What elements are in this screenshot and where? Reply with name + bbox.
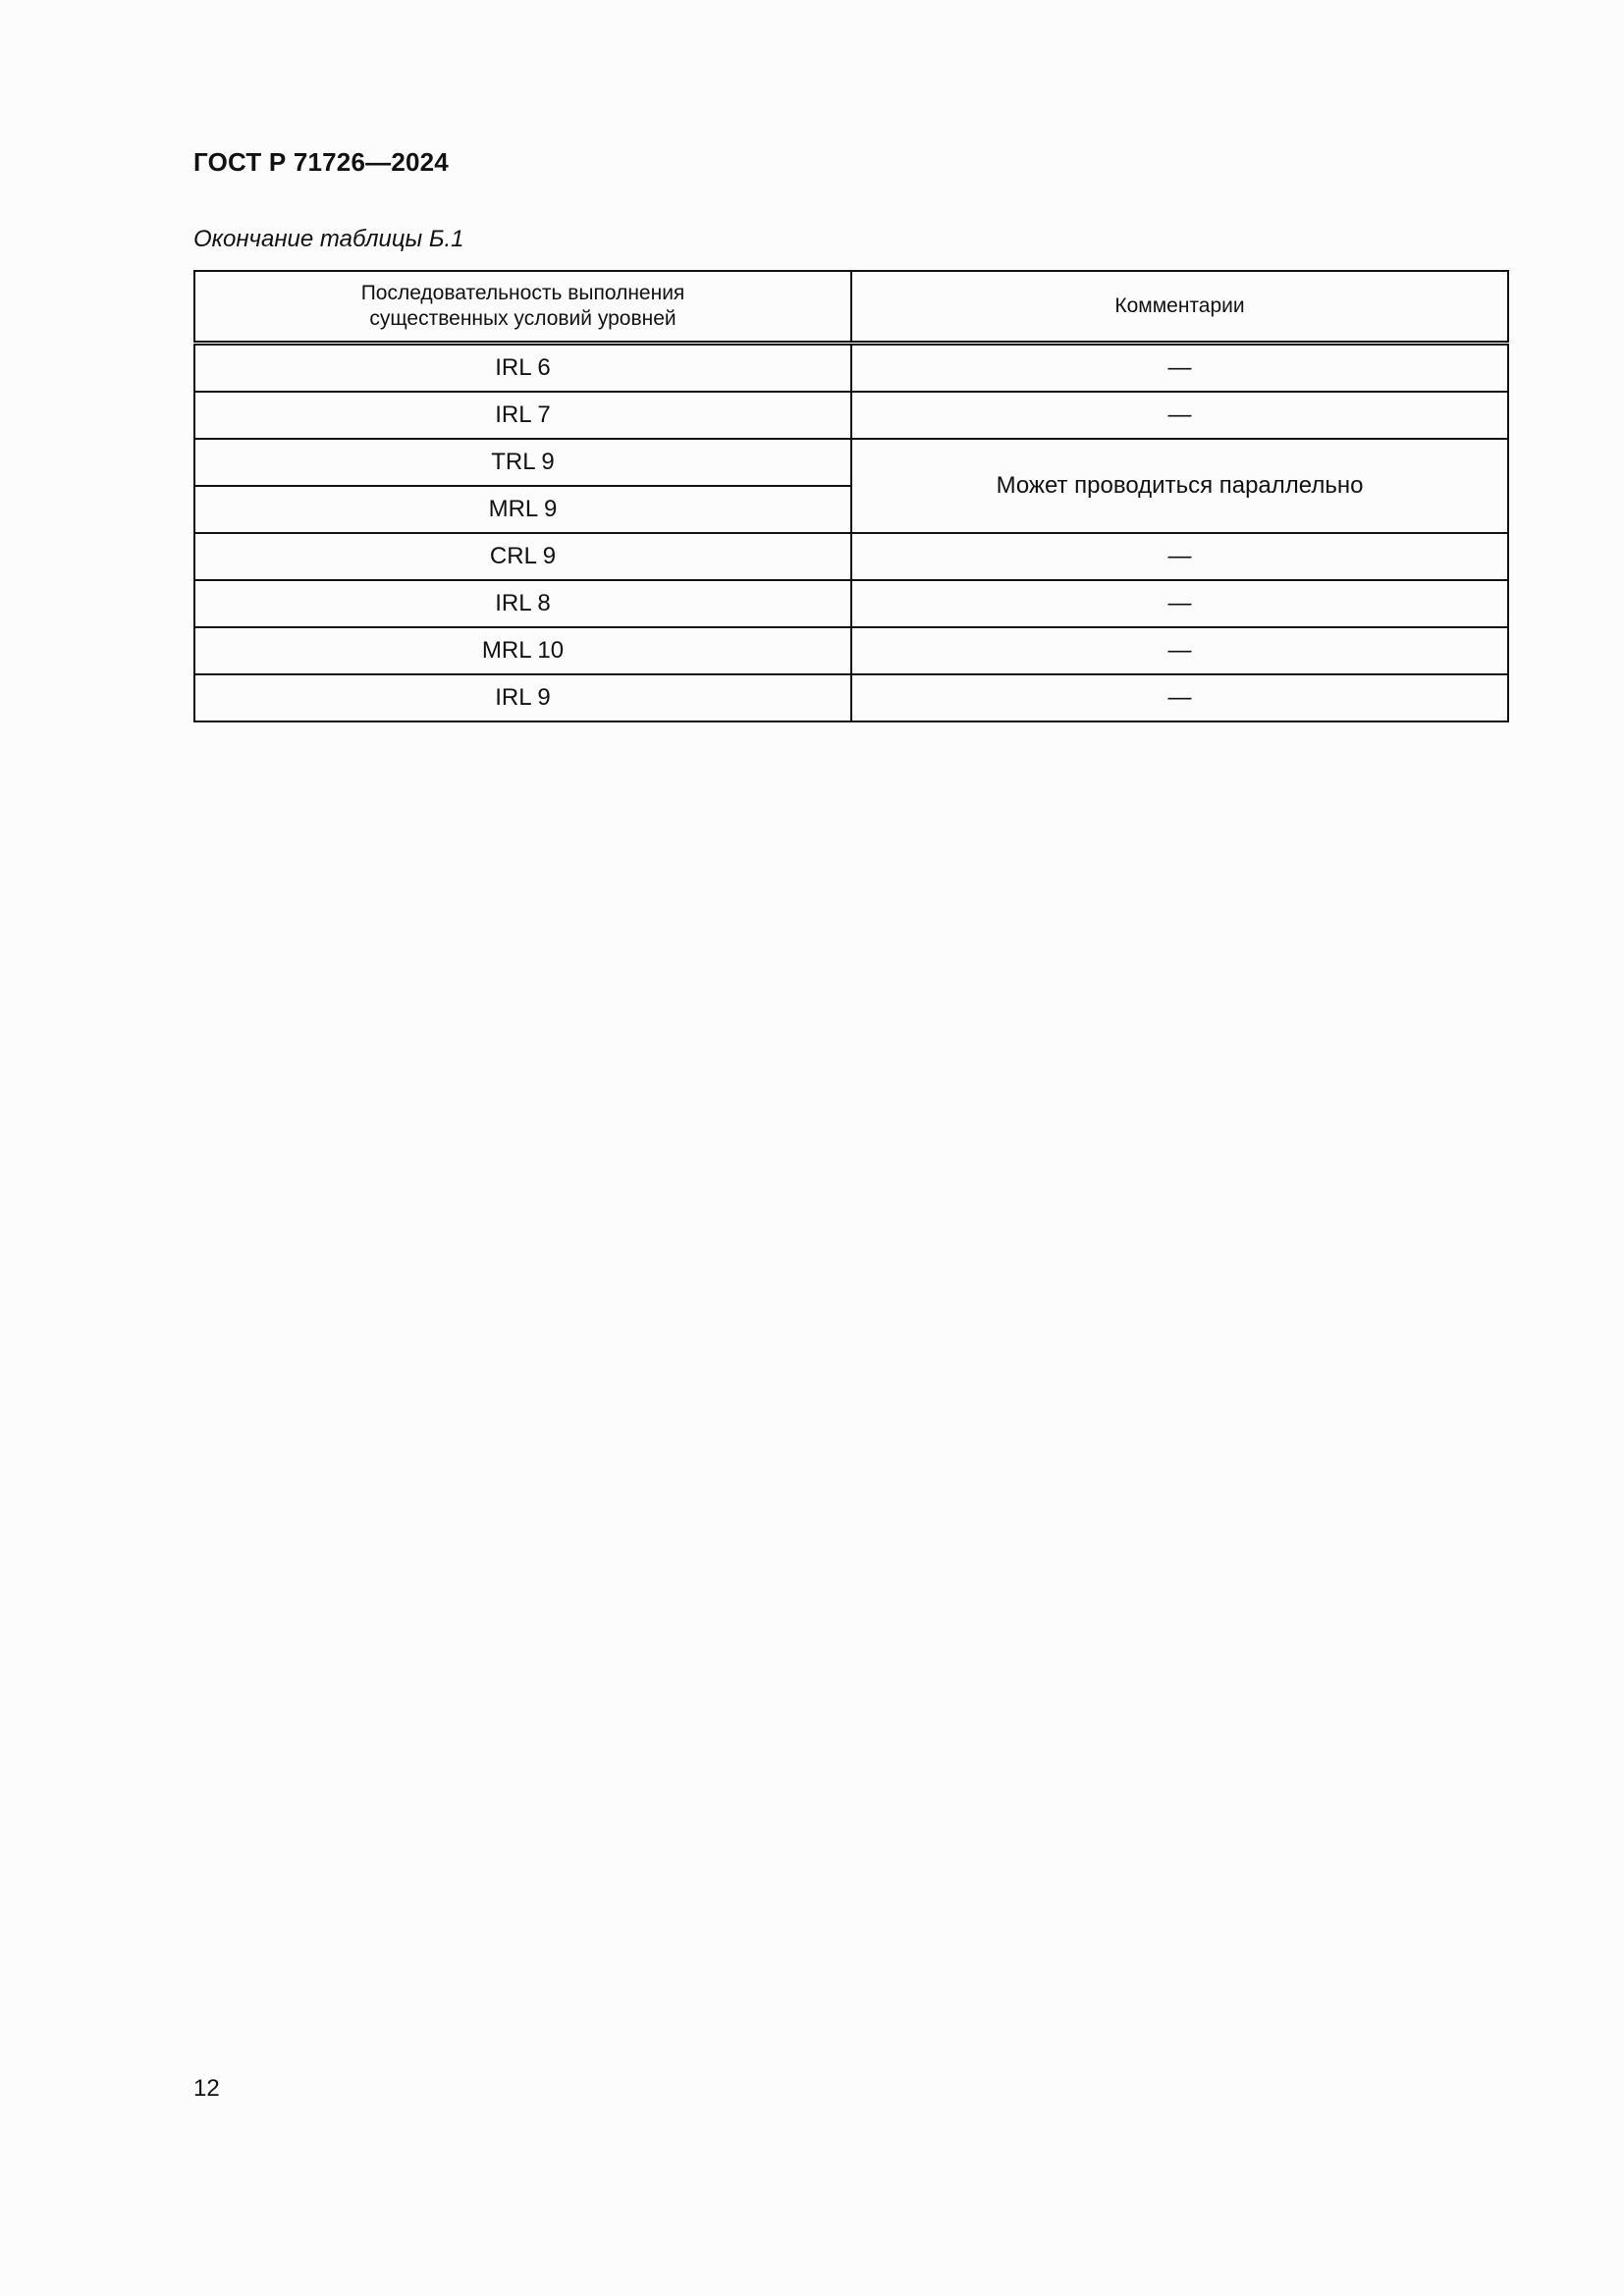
level-cell: IRL 8 [194, 580, 851, 627]
table-row [194, 392, 1508, 439]
table-caption: Окончание таблицы Б.1 [193, 226, 464, 252]
header-comments: Комментарии [851, 271, 1508, 344]
level-cell: MRL 10 [194, 627, 851, 674]
level-cell: TRL 9 [194, 439, 851, 486]
comment-cell: — [851, 533, 1508, 580]
comment-cell: — [851, 674, 1508, 721]
level-cell: MRL 9 [194, 486, 851, 533]
document-title: ГОСТ Р 71726—2024 [193, 147, 449, 177]
comment-cell: — [851, 627, 1508, 674]
table-row [194, 674, 1508, 721]
level-cell: IRL 6 [194, 344, 851, 393]
header-sequence [194, 271, 851, 344]
table-row [194, 580, 1508, 627]
table-row [194, 533, 1508, 580]
level-cell: CRL 9 [194, 533, 851, 580]
table-row [194, 439, 1508, 486]
comment-cell: — [851, 344, 1508, 393]
table-header-row [194, 271, 1508, 344]
comment-cell: — [851, 392, 1508, 439]
level-cell: IRL 7 [194, 392, 851, 439]
level-cell: IRL 9 [194, 674, 851, 721]
levels-table [193, 270, 1509, 722]
table-row [194, 344, 1508, 393]
comment-cell: — [851, 580, 1508, 627]
header-sequence-text: Последовательность выполнения существенных условий уровней [360, 282, 685, 330]
table-row [194, 627, 1508, 674]
page-number: 12 [193, 2075, 220, 2102]
comment-cell-merged: Может проводиться параллельно [851, 439, 1508, 533]
